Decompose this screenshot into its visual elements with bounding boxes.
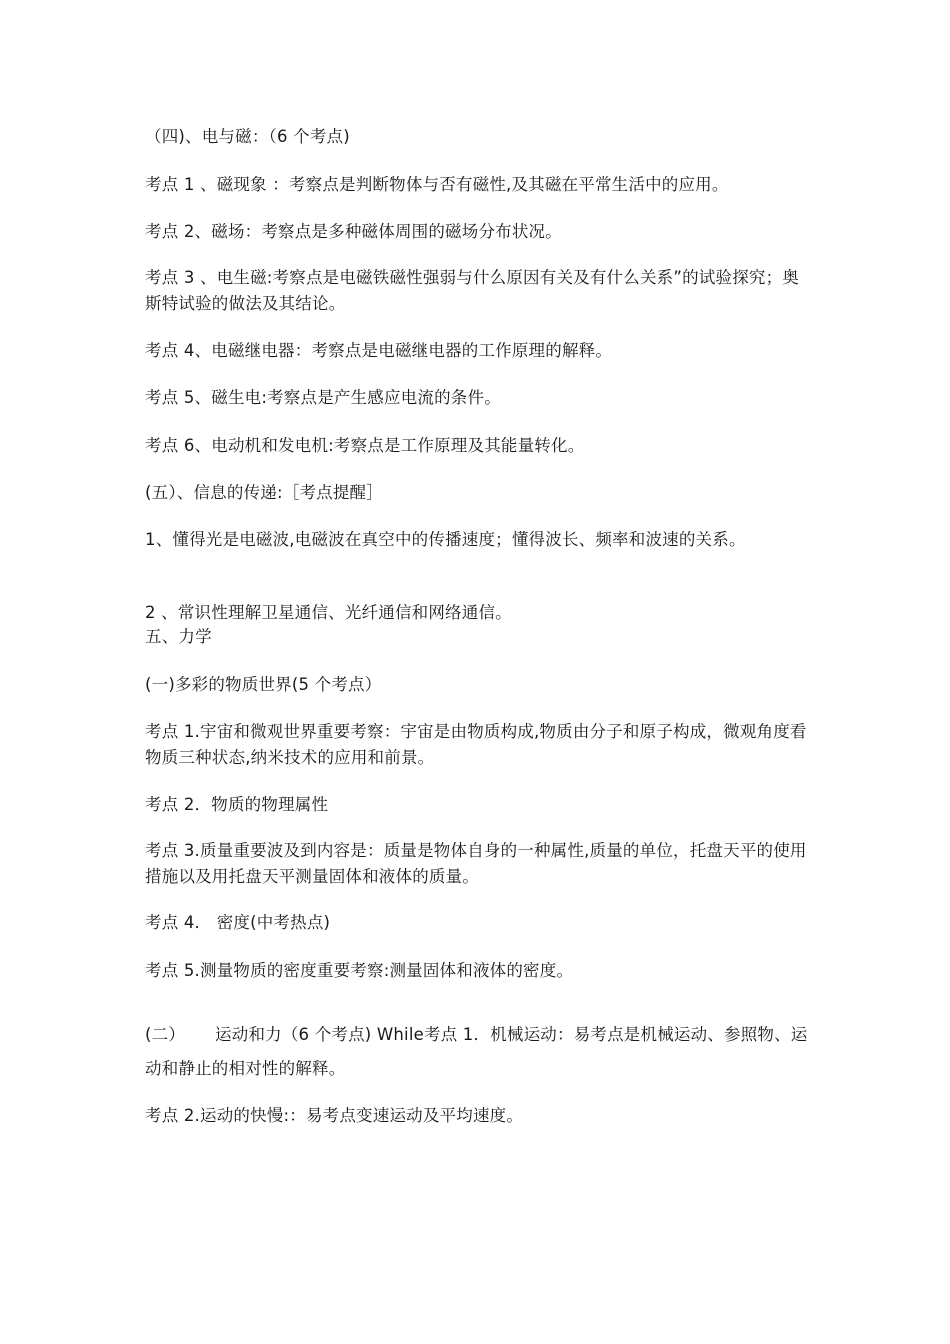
section-heading-mechanics: 五、力学 [145, 627, 212, 646]
paragraph-motion-2: 考点 2.运动的快慢:：易考点变速运动及平均速度。 [145, 1106, 524, 1125]
paragraph-info-1: 1、懂得光是电磁波,电磁波在真空中的传播速度；懂得波长、频率和波速的关系。 [145, 530, 746, 549]
section-heading-electromagnetism: （四)、电与磁：（6 个考点) [145, 127, 350, 146]
paragraph-point-1: 考点 1 、磁现象 ：考察点是判断物体与否有磁性,及其磁在平常生活中的应用。 [145, 175, 729, 194]
paragraph-matter-1: 考点 1.宇宙和微观世界重要考察：宇宙是由物质构成,物质由分子和原子构成，微观角度看物质三种状态,纳米技术的应用和前景。 [145, 722, 807, 767]
paragraph-point-3: 考点 3 、电生磁:考察点是电磁铁磁性强弱与什么原因有关及有什么关系”的试验探究；奥斯特试验的做法及其结论。 [145, 268, 799, 313]
paragraph-point-5: 考点 5、磁生电:考察点是产生感应电流的条件。 [145, 388, 501, 407]
paragraph-matter-5: 考点 5.测量物质的密度重要考察:测量固体和液体的密度。 [145, 961, 574, 980]
paragraph-matter-4: 考点 4． 密度(中考热点) [145, 913, 331, 932]
subsection-text: 运动和力（6 个考点) While考点 1．机械运动：易考点是机械运动、参照物、运动和静止的相对性的解释。 [145, 1025, 808, 1078]
subsection-heading-matter: (一)多彩的物质世界(5 个考点） [145, 675, 382, 694]
section-heading-information: (五）、信息的传递:［考点提醒］ [145, 483, 383, 502]
paragraph-matter-2: 考点 2．物质的物理属性 [145, 795, 329, 814]
subsection-heading-motion [145, 1018, 815, 1086]
paragraph-info-2: 2 、常识性理解卫星通信、光纤通信和网络通信。 [145, 603, 512, 622]
paragraph-point-4: 考点 4、电磁继电器：考察点是电磁继电器的工作原理的解释。 [145, 341, 613, 360]
paragraph-matter-3: 考点 3.质量重要波及到内容是：质量是物体自身的一种属性,质量的单位，托盘天平的使用措施以及用托盘天平测量固体和液体的质量。 [145, 841, 807, 886]
paragraph-point-6: 考点 6、电动机和发电机:考察点是工作原理及其能量转化。 [145, 436, 585, 455]
subsection-number: (二） [145, 1025, 186, 1044]
paragraph-point-2: 考点 2、磁场：考察点是多种磁体周围的磁场分布状况。 [145, 222, 562, 241]
